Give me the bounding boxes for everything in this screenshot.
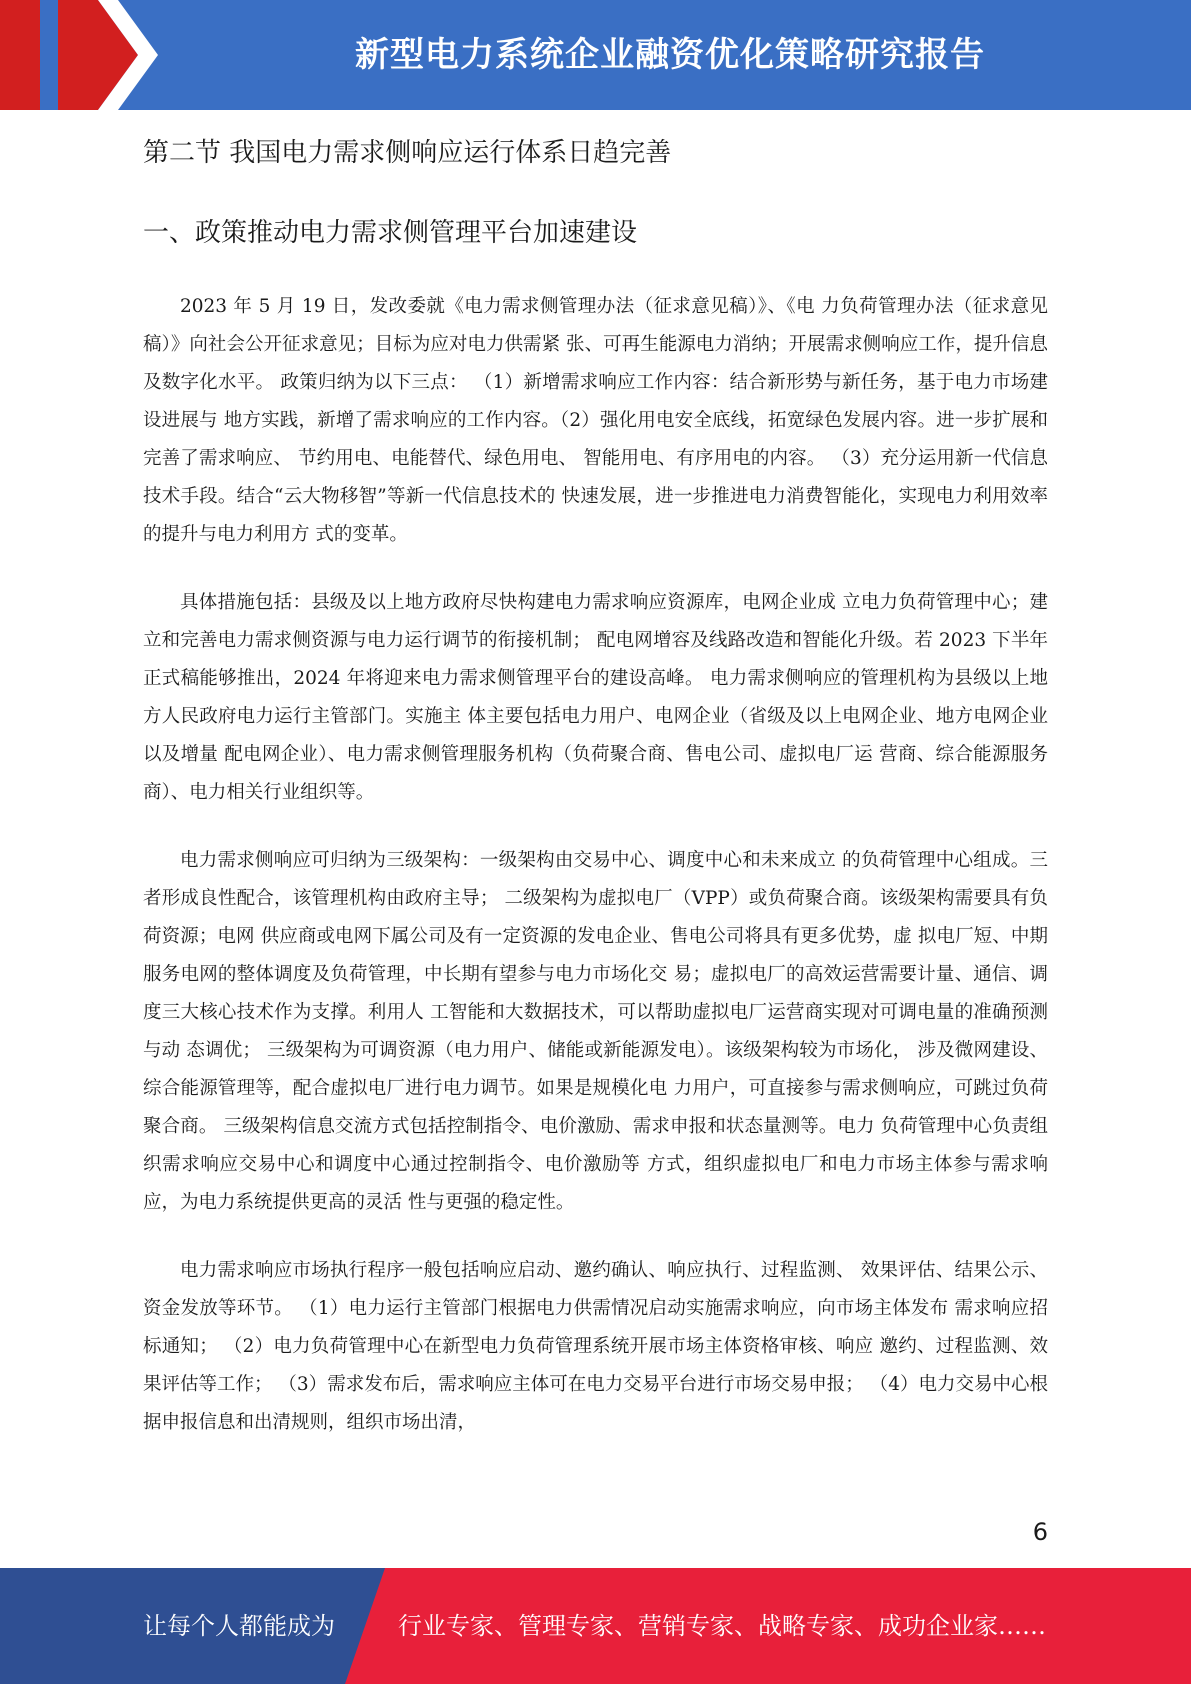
paragraph-3: 电力需求侧响应可归纳为三级架构：一级架构由交易中心、调度中心和未来成立 的负荷管理中心组成。三者形成良性配合，该管理机构由政府主导； 二级架构为虚拟电厂（VPP）或负荷聚合商。该级架构需要具有负荷资源；电网 供应商或电网下属公司及有一定资源的发电企业、售电公司将具有更多优势，虚 拟电厂短、中期服务电网的整体调度及负荷管理，中长期有望参与电力市场化交 易；虚拟电厂的高效运营需要计量、通信、调度三大核心技术作为支撑。利用人 工智能和大数据技术，可以帮助虚拟电厂运营商实现对可调电量的准确预测与动 态调优； 三级架构为可调资源（电力用户、储能或新能源发电）。该级架构较为市场化， 涉及微网建设、综合能源管理等，配合虚拟电厂进行电力调节。如果是规模化电 力用户，可直接参与需求侧响应，可跳过负荷聚合商。 三级架构信息交流方式包括控制指令、电价激励、需求申报和状态量测等。电力 负荷管理中心负责组织需求响应交易中心和调度中心通过控制指令、电价激励等 方式，组织虚拟电厂和电力市场主体参与需求响应，为电力系统提供更高的灵活 性与更强的稳定性。: [143, 850, 1048, 1213]
subsection-heading: 一、政策推动电力需求侧管理平台加速建设: [143, 218, 638, 248]
main-content: [143, 120, 1048, 1442]
footer-slogan-left: 让每个人都能成为: [143, 1612, 335, 1640]
paragraph-4: 电力需求响应市场执行程序一般包括响应启动、邀约确认、响应执行、过程监测、 效果评估、结果公示、资金发放等环节。 （1）电力运行主管部门根据电力供需情况启动实施需求响应，向市场主体发布 需求响应招标通知； （2）电力负荷管理中心在新型电力负荷管理系统开展市场主体资格审核、响应 邀约、过程监测、效果评估等工作； （3）需求发布后，需求响应主体可在电力交易平台进行市场交易申报； （4）电力交易中心根据申报信息和出清规则，组织市场出清，: [143, 1260, 1048, 1433]
section-heading: 第二节 我国电力需求侧响应运行体系日趋完善: [143, 138, 672, 168]
header-red-block: [0, 0, 40, 110]
page-number: 6: [1032, 1518, 1048, 1546]
footer-band: [0, 1568, 1191, 1684]
header-chevron-graphic: [58, 0, 158, 110]
report-title: 新型电力系统企业融资优化策略研究报告: [355, 35, 985, 75]
footer-slogan-right: 行业专家、管理专家、营销专家、战略专家、成功企业家……: [398, 1612, 1046, 1640]
paragraph-2: 具体措施包括：县级及以上地方政府尽快构建电力需求响应资源库，电网企业成 立电力负荷管理中心；建立和完善电力需求侧资源与电力运行调节的衔接机制； 配电网增容及线路改造和智能化升级。若 2023 下半年正式稿能够推出，2024 年将迎来电力需求侧管理平台的建设高峰。 电力需求侧响应的管理机构为县级以上地方人民政府电力运行主管部门。实施主 体主要包括电力用户、电网企业（省级及以上电网企业、地方电网企业以及增量 配电网企业）、电力需求侧管理服务机构（负荷聚合商、售电公司、虚拟电厂运 营商、综合能源服务商）、电力相关行业组织等。: [143, 592, 1048, 803]
paragraph-1: 2023 年 5 月 19 日，发改委就《电力需求侧管理办法（征求意见稿）》、《电 力负荷管理办法（征求意见稿）》向社会公开征求意见；目标为应对电力供需紧 张、可再生能源电力消纳；开展需求侧响应工作，提升信息及数字化水平。 政策归纳为以下三点： （1）新增需求响应工作内容：结合新形势与新任务，基于电力市场建设进展与 地方实践，新增了需求响应的工作内容。（2）强化用电安全底线，拓宽绿色发展内容。进一步扩展和完善了需求响应、 节约用电、电能替代、绿色用电、 智能用电、有序用电的内容。 （3）充分运用新一代信息技术手段。结合“云大物移智”等新一代信息技术的 快速发展，进一步推进电力消费智能化，实现电力利用效率的提升与电力利用方 式的变革。: [143, 296, 1048, 545]
header-band: [0, 0, 1191, 110]
